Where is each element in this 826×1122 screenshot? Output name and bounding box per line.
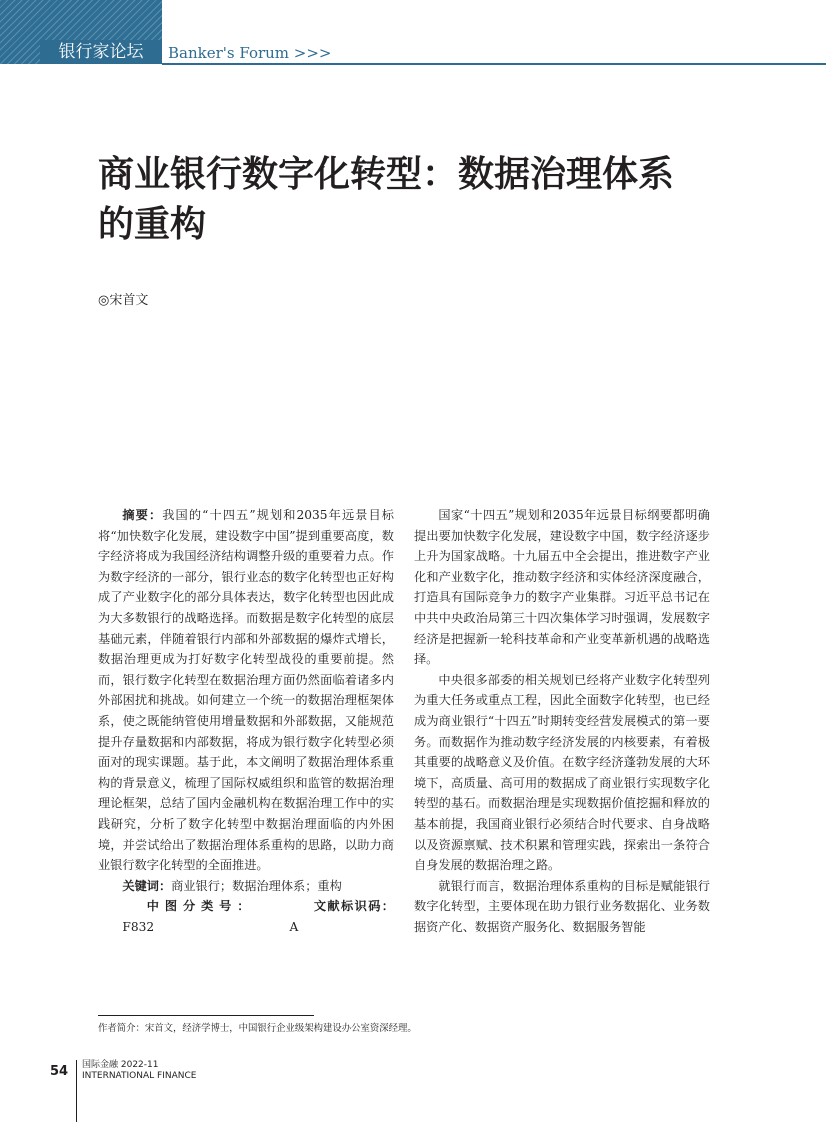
- doc-code-label: 文献标识码：: [313, 899, 394, 914]
- title-line-1: 商业银行数字化转型：数据治理体系: [98, 154, 675, 195]
- article-author: ◎宋首文: [98, 293, 149, 308]
- footer-rule: [76, 1060, 77, 1122]
- section-tag: 银行家论坛: [40, 40, 162, 64]
- journal-name-en: INTERNATIONAL FINANCE: [82, 1071, 197, 1081]
- clc-label: 中图分类号：: [146, 899, 250, 914]
- abstract-column: [98, 505, 394, 937]
- classification-line: [98, 896, 394, 937]
- body-column: [414, 505, 710, 937]
- footnote-rule: [98, 1015, 314, 1016]
- section-tag-english: Banker's Forum >>>: [168, 44, 332, 62]
- title-line-2: 的重构: [98, 204, 207, 245]
- clc-group: [122, 896, 249, 937]
- abstract-text: 我国的“十四五”规划和2035年远景目标将“加快数字化发展，建设数字中国”提到重要高度，数字经济将成为我国经济结构调整升级的重要着力点。作为数字经济的一部分，银行业态的数字化转型也正好构成了产业数字化的部分具体表达，数字化转型也因此成为大多数银行的战略选择。而数据是数字化转型的底层基础元素，伴随着银行内部和外部数据的爆炸式增长，数据治理更成为打好数字化转型战役的重要前提。然而，银行数字化转型在数据治理方面仍然面临着诸多内外部困扰和挑战。如何建立一个统一的数据治理框架体系，使之既能纳管使用增量数据和外部数据，又能规范提升存量数据和内部数据，将成为银行数字化转型必须面对的现实课题。基于此，本文阐明了数据治理体系重构的背景意义，梳理了国际权威组织和监管的数据治理理论框架，总结了国内金融机构在数据治理工作中的实践研究，分析了数字化转型中数据治理面临的内外困境，并尝试给出了数据治理体系重构的思路，以助力商业银行数字化转型的全面推进。: [98, 508, 394, 873]
- article-title: [98, 150, 738, 250]
- abstract-label: 摘要：: [122, 508, 163, 522]
- body-paragraph-3: 就银行而言，数据治理体系重构的目标是赋能银行数字化转型，主要体现在助力银行业务数据化、业务数据资产化、数据资产服务化、数据服务智能: [414, 878, 710, 934]
- clc-value: F832: [122, 919, 155, 934]
- journal-info: [82, 1060, 196, 1082]
- doc-code-value: A: [289, 919, 299, 934]
- journal-name-cn: 国际金融 2022-11: [82, 1060, 159, 1070]
- page-number: 54: [50, 1064, 69, 1079]
- body-paragraph-1: 国家“十四五”规划和2035年远景目标纲要都明确提出要加快数字化发展，建设数字中国，数字经济逐步上升为国家战略。十九届五中全会提出，推进数字产业化和产业数字化，推动数字经济和实体经济深度融合，打造具有国际竞争力的数字产业集群。习近平总书记在中共中央政治局第三十四次集体学习时强调，发展数字经济是把握新一轮科技革命和产业变革新机遇的战略选择。: [414, 508, 710, 667]
- author-footnote: 作者简介：宋首文，经济学博士，中国银行企业级架构建设办公室资深经理。: [98, 1023, 417, 1034]
- keywords-label: 关键词：: [122, 878, 172, 893]
- keywords-line: [98, 876, 394, 897]
- keywords-value: 商业银行；数据治理体系；重构: [171, 878, 342, 893]
- header-rule: [162, 63, 826, 65]
- doc-code-group: [289, 896, 394, 937]
- body-paragraph-2: 中央很多部委的相关规划已经将产业数字化转型列为重大任务或重点工程，因此全面数字化转型，也已经成为商业银行“十四五”时期转变经营发展模式的第一要务。而数据作为推动数字经济发展的内核要素，有着极其重要的战略意义及价值。在数字经济蓬勃发展的大环境下，高质量、高可用的数据成了商业银行实现数字化转型的基石。而数据治理是实现数据价值挖掘和释放的基本前提，我国商业银行必须结合时代要求、自身战略以及资源禀赋、技术积累和管理实践，探索出一条符合自身发展的数据治理之路。: [414, 672, 710, 873]
- abstract-paragraph: [98, 505, 394, 876]
